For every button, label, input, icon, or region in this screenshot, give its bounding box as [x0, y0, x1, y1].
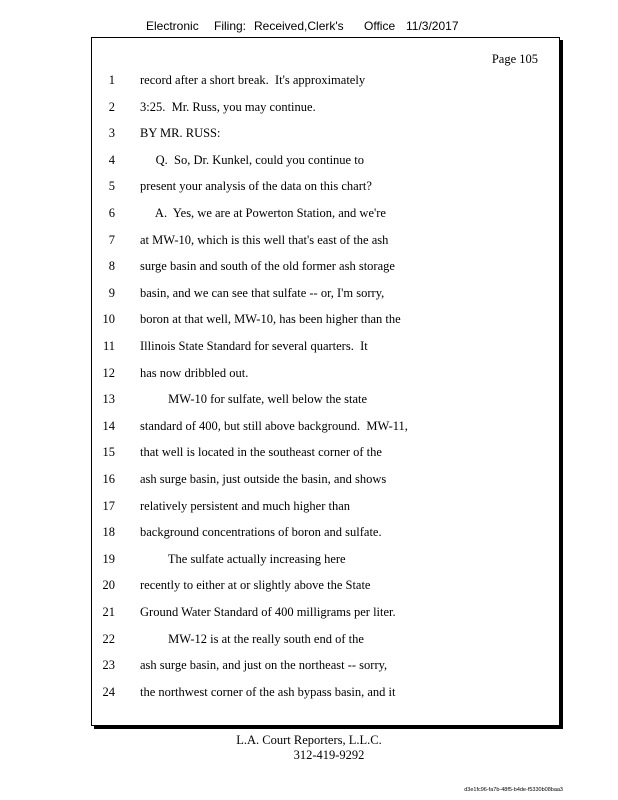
transcript-line	[92, 632, 559, 652]
line-text: Q. So, Dr. Kunkel, could you continue to	[140, 152, 364, 167]
transcript-line	[92, 605, 559, 625]
court-reporter-phone: 312-419-9292	[293, 748, 365, 762]
line-text: basin, and we can see that sulfate -- or, I'm sorry,	[140, 285, 385, 300]
line-number: 20	[102, 578, 115, 593]
transcript-line	[92, 445, 559, 465]
transcript-line	[92, 100, 559, 120]
line-number: 17	[102, 498, 115, 513]
line-number: 5	[108, 179, 115, 194]
line-text: A. Yes, we are at Powerton Station, and we're	[140, 206, 386, 220]
transcript-line	[92, 499, 559, 519]
line-number: 8	[108, 259, 115, 274]
line-text: relatively persistent and much higher than	[140, 498, 351, 513]
line-text: boron at that well, MW-10, has been higher than the	[140, 312, 401, 327]
transcript-line	[92, 286, 559, 306]
line-number: 1	[108, 73, 115, 87]
header-word-filing: Filing:	[214, 19, 247, 33]
line-text: MW-12 is at the really south end of the	[140, 631, 364, 646]
transcript-line	[92, 392, 559, 412]
line-text: the northwest corner of the ash bypass basin, and it	[140, 684, 396, 699]
line-number: 24	[102, 684, 115, 699]
line-number: 16	[102, 472, 115, 486]
line-number: 23	[102, 658, 115, 673]
line-text: background concentrations of boron and sulfate.	[140, 525, 382, 540]
line-number: 15	[102, 445, 115, 460]
transcript-line	[92, 206, 559, 226]
transcript-line	[92, 233, 559, 253]
page-number: Page 105	[491, 52, 538, 66]
line-text: present your analysis of the data on this chart?	[140, 179, 372, 194]
transcript-line	[92, 73, 559, 93]
court-reporter-name: L.A. Court Reporters, L.L.C.	[236, 733, 382, 747]
line-text: ash surge basin, and just on the northeast -- sorry,	[140, 658, 388, 673]
transcript-line	[92, 685, 559, 705]
line-text: recently to either at or slightly above the State	[140, 578, 371, 593]
line-text: MW-10 for sulfate, well below the state	[140, 392, 368, 407]
line-text: standard of 400, but still above background. MW-11,	[140, 418, 408, 433]
header-word-electronic: Electronic	[146, 19, 199, 33]
line-number: 4	[108, 152, 115, 167]
line-number: 11	[102, 339, 115, 353]
line-text: surge basin and south of the old former ash storage	[140, 259, 395, 274]
line-text: ash surge basin, just outside the basin, and shows	[140, 472, 387, 486]
line-text: 3:25. Mr. Russ, you may continue.	[140, 99, 316, 114]
transcript-line	[92, 525, 559, 545]
line-text: BY MR. RUSS:	[140, 126, 221, 141]
document-id: d3e1fc96-fa7b-48f5-b4de-f5330b08baa3	[464, 787, 563, 793]
transcript-line	[92, 552, 559, 572]
transcript-line	[92, 339, 559, 359]
line-number: 18	[102, 525, 115, 540]
transcript-line	[92, 153, 559, 173]
line-number: 6	[108, 206, 115, 220]
filing-stamp-header	[146, 19, 476, 35]
line-number: 19	[102, 551, 115, 566]
line-number: 13	[102, 392, 115, 407]
line-number: 7	[108, 232, 115, 247]
transcript-line	[92, 366, 559, 386]
line-text: has now dribbled out.	[140, 365, 249, 380]
line-number: 14	[102, 418, 115, 433]
line-number: 22	[102, 631, 115, 646]
transcript-line	[92, 312, 559, 332]
line-text: record after a short break. It's approximately	[140, 73, 366, 87]
transcript-line	[92, 658, 559, 678]
line-number: 10	[102, 312, 115, 327]
line-text: Ground Water Standard of 400 milligrams per liter.	[140, 605, 396, 619]
line-text: at MW-10, which is this well that's east of the ash	[140, 232, 389, 247]
transcript-line	[92, 419, 559, 439]
line-number: 3	[108, 126, 115, 141]
line-number: 21	[102, 605, 115, 619]
line-text: that well is located in the southeast corner of the	[140, 445, 382, 460]
transcript-line	[92, 472, 559, 492]
line-number: 2	[108, 99, 115, 114]
footer	[0, 733, 618, 763]
transcript-line	[92, 259, 559, 279]
line-text: The sulfate actually increasing here	[140, 551, 346, 566]
transcript-line	[92, 578, 559, 598]
line-text: Illinois State Standard for several quarters. It	[140, 339, 368, 353]
line-number: 9	[108, 285, 115, 300]
header-word-received: Received,Clerk's	[254, 19, 344, 33]
header-word-office: Office	[364, 19, 396, 33]
line-number: 12	[102, 365, 115, 380]
transcript-page	[91, 37, 560, 726]
header-word-date: 11/3/2017	[406, 19, 459, 33]
transcript-line	[92, 126, 559, 146]
transcript-line	[92, 179, 559, 199]
